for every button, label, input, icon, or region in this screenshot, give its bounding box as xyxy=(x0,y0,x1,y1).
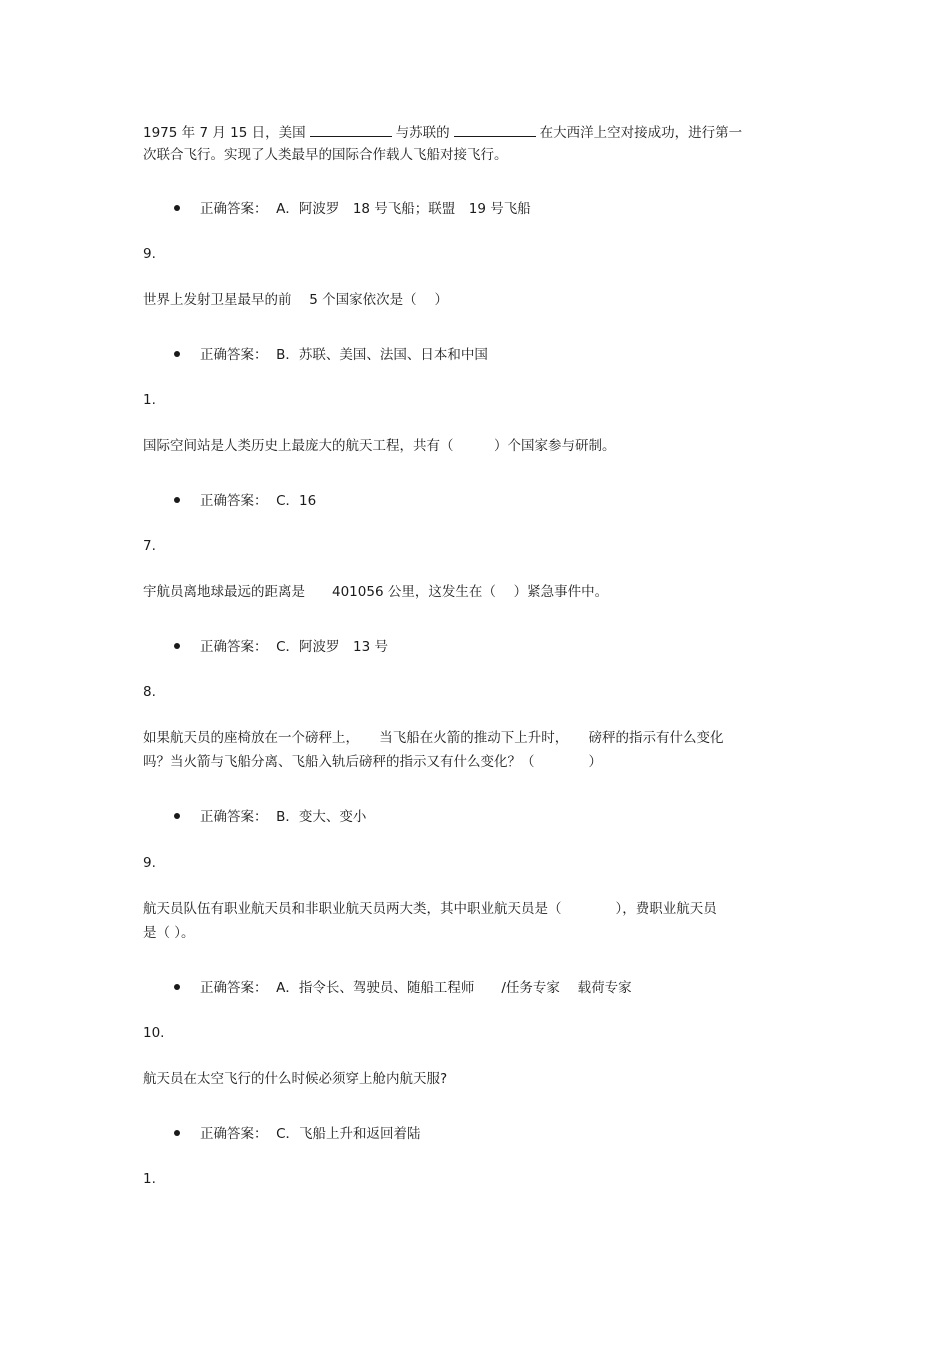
answer-text: B．苏联、美国、法国、日本和中国 xyxy=(276,347,488,363)
question-number: 8. xyxy=(143,684,156,700)
question-number: 1. xyxy=(143,1171,156,1187)
question-text: 1975 年 7 月 15 日，美国 与苏联的 在大西洋上空对接成功，进行第一 xyxy=(143,122,742,142)
bullet-icon xyxy=(174,205,180,211)
answer-text: C．16 xyxy=(276,493,317,509)
answer-text: B．变大、变小 xyxy=(276,809,367,825)
answer-text: C．阿波罗 13 号 xyxy=(276,639,388,655)
bullet-icon xyxy=(174,984,180,990)
question-text: 如果航天员的座椅放在一个磅秤上， 当飞船在火箭的推动下上升时， 磅秤的指示有什么变化 xyxy=(143,730,724,746)
question-number: 7. xyxy=(143,538,156,554)
question-number: 10. xyxy=(143,1025,165,1041)
bullet-icon xyxy=(174,1130,180,1136)
answer-label: 正确答案： xyxy=(200,639,268,655)
answer-text: C．飞船上升和返回着陆 xyxy=(276,1126,421,1142)
answer-row xyxy=(174,808,366,826)
answer-row xyxy=(174,200,531,218)
bullet-icon xyxy=(174,351,180,357)
question-text: 宇航员离地球最远的距离是 401056 公里，这发生在（ ）紧急事件中。 xyxy=(143,584,609,600)
question-text: 航天员在太空飞行的什么时候必须穿上舱内航天服? xyxy=(143,1071,448,1087)
answer-blank xyxy=(454,122,536,137)
question-text: 次联合飞行。实现了人类最早的国际合作载人飞船对接飞行。 xyxy=(143,147,508,163)
bullet-icon xyxy=(174,497,180,503)
answer-row xyxy=(174,1125,421,1143)
answer-label: 正确答案： xyxy=(200,1126,268,1142)
question-text: 航天员队伍有职业航天员和非职业航天员两大类，其中职业航天员是（ ），费职业航天员 xyxy=(143,901,717,917)
answer-text: A．阿波罗 18 号飞船；联盟 19 号飞船 xyxy=(276,201,531,217)
answer-row xyxy=(174,979,632,997)
bullet-icon xyxy=(174,813,180,819)
answer-label: 正确答案： xyxy=(200,347,268,363)
answer-row xyxy=(174,638,388,656)
question-text: 是（ ）。 xyxy=(143,925,195,941)
question-text: 国际空间站是人类历史上最庞大的航天工程，共有（ ）个国家参与研制。 xyxy=(143,438,616,454)
answer-text: A．指令长、驾驶员、随船工程师 /任务专家 载荷专家 xyxy=(276,980,632,996)
answer-label: 正确答案： xyxy=(200,809,268,825)
answer-label: 正确答案： xyxy=(200,201,268,217)
bullet-icon xyxy=(174,643,180,649)
answer-label: 正确答案： xyxy=(200,493,268,509)
question-number: 9. xyxy=(143,246,156,262)
answer-blank xyxy=(310,122,392,137)
answer-row xyxy=(174,346,488,364)
answer-label: 正确答案： xyxy=(200,980,268,996)
question-text: 世界上发射卫星最早的前 5 个国家依次是（ ） xyxy=(143,292,448,308)
question-number: 9. xyxy=(143,855,156,871)
question-text: 吗？当火箭与飞船分离、飞船入轨后磅秤的指示又有什么变化？（ ） xyxy=(143,754,602,770)
answer-row xyxy=(174,492,316,510)
question-number: 1. xyxy=(143,392,156,408)
